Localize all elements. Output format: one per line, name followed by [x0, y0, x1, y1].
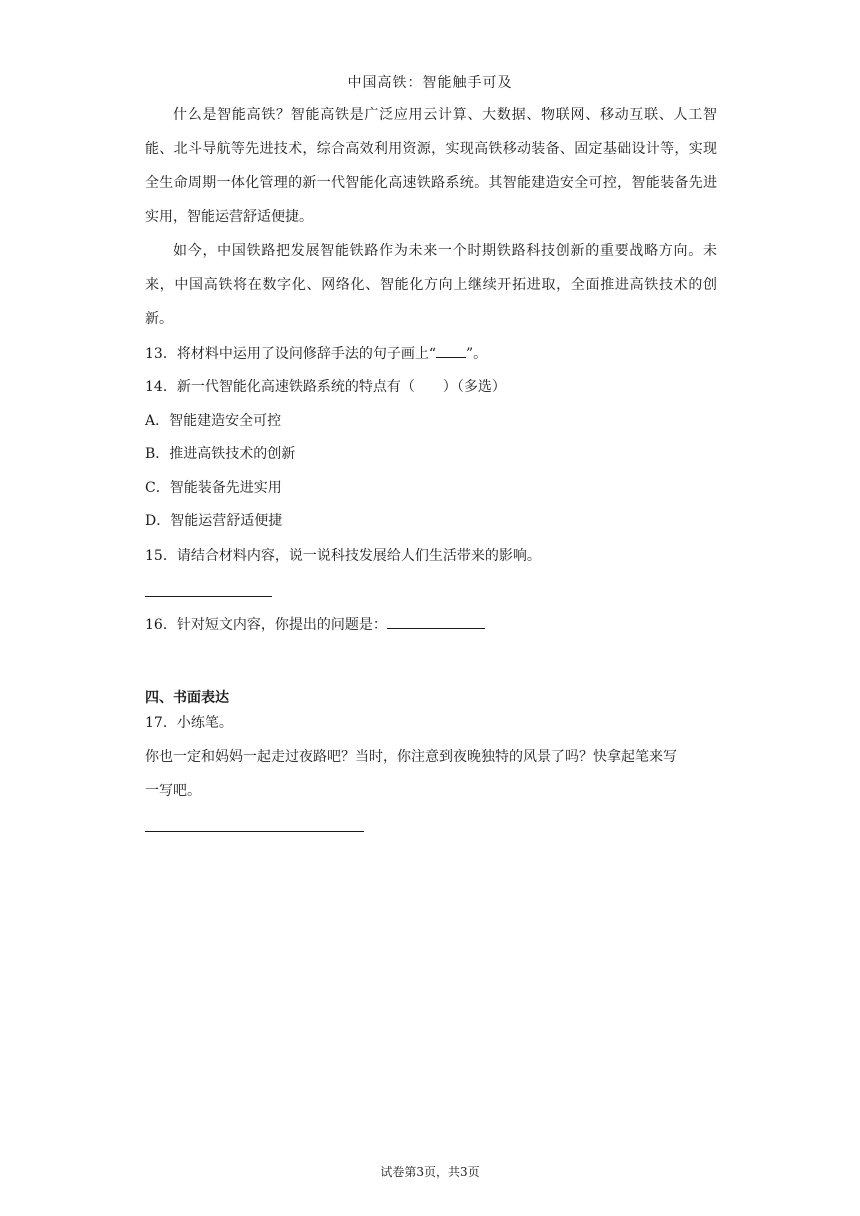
question-13-text-after: ”。	[465, 346, 488, 362]
question-15-stem: 15．请结合材料内容，说一说科技发展给人们生活带来的影响。	[145, 548, 541, 564]
question-14-option-a[interactable]: A．智能建造安全可控	[145, 413, 282, 429]
question-13-underline-blank[interactable]	[436, 343, 466, 358]
question-16-answer-blank[interactable]	[387, 614, 485, 629]
passage-title: 中国高铁：智能触手可及	[347, 75, 513, 91]
page-footer: 试卷第3页，共3页	[380, 1165, 480, 1179]
question-17-prompt-line-2: 一写吧。	[145, 783, 201, 799]
question-14-option-c[interactable]: C．智能装备先进实用	[145, 480, 282, 496]
question-15-answer-line[interactable]	[145, 596, 272, 597]
passage-paragraph-1: 什么是智能高铁？智能高铁是广泛应用云计算、大数据、物联网、移动互联、人工智能、北斗导航等先进技术，综合高效利用资源，实现高铁移动装备、固定基础设计等，实现全生命周期一体化管理的新一代智能化高速铁路系统。其智能建造安全可控，智能装备先进实用，智能运营舒适便捷。	[145, 107, 717, 225]
question-14-option-d[interactable]: D．智能运营舒适便捷	[145, 513, 283, 529]
question-13-text-before: 13．将材料中运用了设问修辞手法的句子画上“	[145, 346, 436, 362]
question-17-stem: 17．小练笔。	[145, 715, 233, 731]
question-17-prompt-line-1: 你也一定和妈妈一起走过夜路吧？当时，你注意到夜晚独特的风景了吗？快拿起笔来写	[145, 749, 677, 765]
question-16-stem: 16．针对短文内容，你提出的问题是：	[145, 617, 387, 633]
passage-paragraph-2: 如今，中国铁路把发展智能铁路作为未来一个时期铁路科技创新的重要战略方向。未来，中国高铁将在数字化、网络化、智能化方向上继续开拓进取，全面推进高铁技术的创新。	[145, 243, 717, 327]
question-16	[145, 614, 725, 635]
question-17-answer-line[interactable]	[145, 831, 364, 832]
question-14-option-b[interactable]: B．推进高铁技术的创新	[145, 446, 296, 462]
section-heading: 四、书面表达	[145, 690, 229, 706]
question-13	[145, 343, 725, 364]
question-14-stem: 14．新一代智能化高速铁路系统的特点有（ ）（多选）	[145, 379, 506, 395]
